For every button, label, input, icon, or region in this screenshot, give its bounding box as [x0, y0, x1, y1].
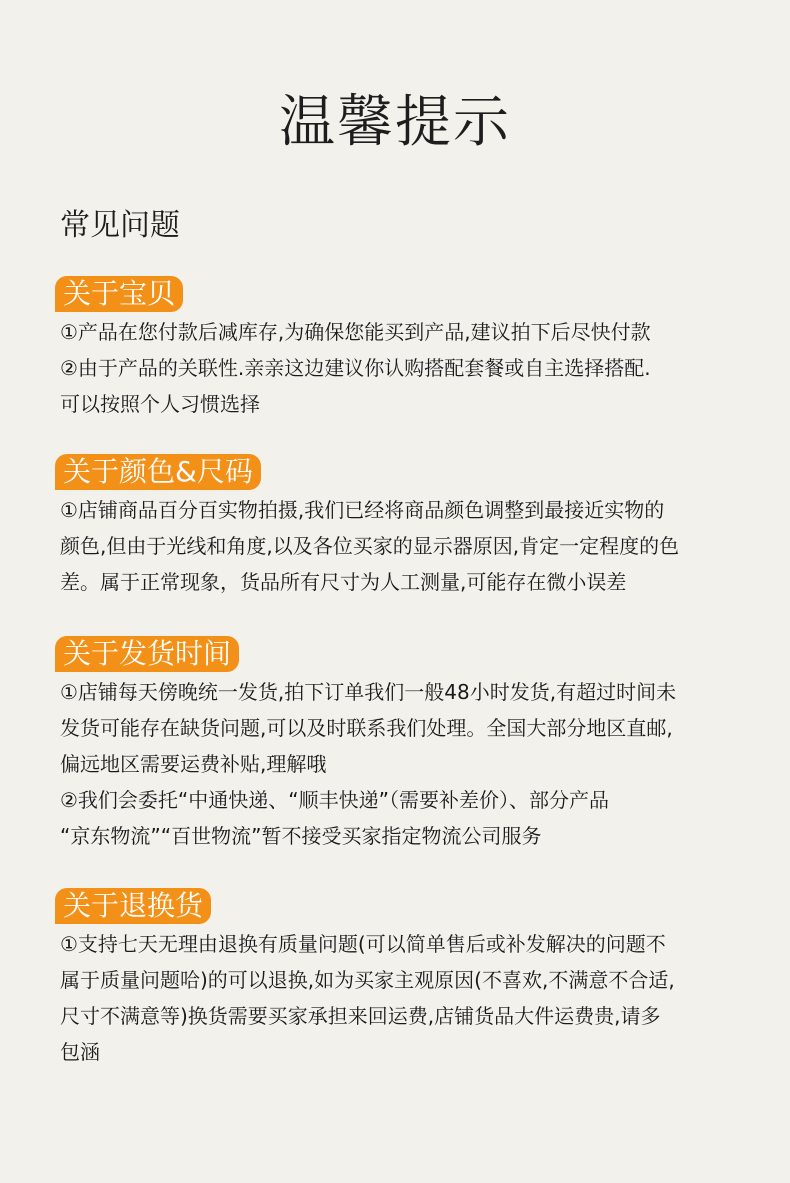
product-line-2: ②由于产品的关联性.亲亲这边建议你认购搭配套餐或自主选择搭配. — [60, 356, 651, 380]
tag-about-returns: 关于退换货 — [55, 888, 211, 924]
shipping-line-1: ①店铺每天傍晚统一发货,拍下订单我们一般48小时发货,有超过时间未 — [60, 680, 677, 704]
page-title: 温馨提示 — [279, 90, 511, 155]
color-size-line-3: 差。属于正常现象，货品所有尺寸为人工测量,可能存在微小误差 — [60, 570, 627, 594]
tag-about-color-size: 关于颜色&尺码 — [55, 454, 261, 490]
faq-heading: 常见问题 — [60, 208, 180, 243]
section-about-product — [55, 276, 745, 422]
shipping-line-3: 偏远地区需要运费补贴,理解哦 — [60, 752, 327, 776]
tag-about-shipping: 关于发货时间 — [55, 636, 239, 672]
product-line-3: 可以按照个人习惯选择 — [60, 392, 260, 416]
returns-line-2: 属于质量问题哈)的可以退换,如为买家主观原因(不喜欢,不满意不合适, — [60, 968, 675, 992]
color-size-line-2: 颜色,但由于光线和角度,以及各位买家的显示器原因,肯定一定程度的色 — [60, 534, 680, 558]
tag-about-product: 关于宝贝 — [55, 276, 183, 312]
shipping-line-2: 发货可能存在缺货问题,可以及时联系我们处理。全国大部分地区直邮, — [60, 716, 673, 740]
returns-line-4: 包涵 — [60, 1040, 100, 1064]
returns-line-1: ①支持七天无理由退换有质量问题(可以简单售后或补发解决的问题不 — [60, 932, 666, 956]
shipping-line-4: ②我们会委托“中通快递、“顺丰快递”（需要补差价）、部分产品 — [60, 788, 610, 812]
color-size-line-1: ①店铺商品百分百实物拍摄,我们已经将商品颜色调整到最接近实物的 — [60, 498, 665, 522]
shipping-line-5: “京东物流”“百世物流”暂不接受买家指定物流公司服务 — [60, 824, 542, 848]
product-line-1: ①产品在您付款后减库存,为确保您能买到产品,建议拍下后尽快付款 — [60, 320, 651, 344]
section-about-returns — [55, 888, 745, 1070]
section-about-color-size — [55, 454, 745, 600]
section-about-shipping — [55, 636, 745, 854]
returns-line-3: 尺寸不满意等)换货需要买家承担来回运费,店铺货品大件运费贵,请多 — [60, 1004, 661, 1028]
